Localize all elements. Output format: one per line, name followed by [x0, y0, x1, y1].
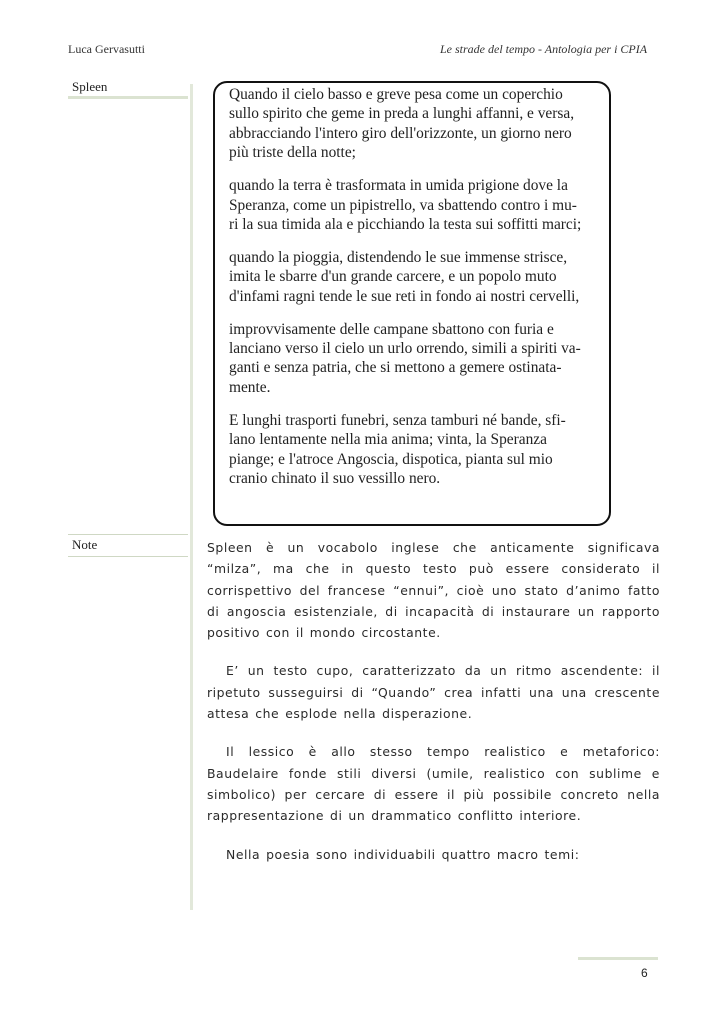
note-label-rule — [68, 556, 188, 557]
note-label-rule — [68, 534, 188, 535]
footer-rule — [578, 957, 658, 960]
poem-line: lano lentamente nella mia anima; vinta, la Speranza — [229, 431, 547, 449]
side-label-spleen: Spleen — [72, 79, 108, 94]
spleen-label-rule — [68, 96, 188, 99]
poem-line: d'infami ragni tende le sue reti in fondo ai nostri cervelli, — [229, 287, 580, 305]
poem-line: ri la sua timida ala e picchiando la testa sui soffitti marci; — [229, 215, 582, 233]
poem-line: mente. — [229, 378, 271, 396]
side-label-note: Note — [72, 537, 98, 552]
poem-text — [229, 85, 609, 502]
header-author: Luca Gervasutti — [68, 42, 145, 56]
stanza — [229, 176, 609, 234]
poem-line: più triste della notte; — [229, 144, 356, 162]
poem-line: improvvisamente delle campane sbattono con furia e — [229, 320, 554, 338]
note-paragraph: Nella poesia sono individuabili quattro macro temi: — [226, 846, 580, 862]
page-number: 6 — [641, 966, 648, 980]
header-book-title: Le strade del tempo - Antologia per i CPIA — [440, 42, 648, 56]
poem-line: Speranza, come un pipistrello, va sbattendo contro i mu- — [229, 196, 577, 214]
poem-line: Quando il cielo basso e greve pesa come un coperchio — [229, 86, 563, 103]
poem-line: quando la pioggia, distendendo le sue immense strisce, — [229, 248, 568, 266]
poem-line: E lunghi trasporti funebri, senza tamburi né bande, sfi- — [229, 411, 566, 429]
poem-line: sullo spirito che geme in preda a lunghi affanni, e versa, — [229, 105, 575, 123]
stanza — [229, 320, 609, 398]
poem-line: ganti e senza patria, che si mettono a gemere ostinata- — [229, 359, 562, 377]
stanza — [229, 411, 609, 489]
poem-line: imita le sbarre d'un grande carcere, e un popolo muto — [229, 268, 557, 286]
notes-text — [207, 537, 660, 882]
poem-line: lanciano verso il cielo un urlo orrendo, simili a spiriti va- — [229, 339, 581, 357]
margin-rule — [190, 84, 193, 910]
poem-line: quando la terra è trasformata in umida prigione dove la — [229, 177, 568, 195]
stanza — [229, 248, 609, 306]
poem-line: cranio chinato il suo vessillo nero. — [229, 469, 441, 487]
poem-line: abbracciando l'intero giro dell'orizzonte, un giorno nero — [229, 124, 572, 142]
note-paragraph: Spleen è un vocabolo inglese che anticamente significava “milza”, ma che in questo testo può essere considerato il corrispettivo del francese “ennui”, cioè uno stato d’animo fatto di angoscia esistenziale, di incapacità di instaurare un rapporto positivo con il mondo circostante. — [207, 540, 660, 641]
poem-line: piange; e l'atroce Angoscia, dispotica, pianta sul mio — [229, 450, 553, 468]
note-paragraph: E’ un testo cupo, caratterizzato da un ritmo ascendente: il ripetuto susseguirsi di “Quando” crea infatti una una crescente attesa che esplode nella disperazione. — [207, 663, 660, 722]
stanza — [229, 85, 609, 163]
note-paragraph: Il lessico è allo stesso tempo realistico e metaforico: Baudelaire fonde stili diversi (umile, realistico con sublime e simbolico) per cercare di essere il più possibile concreto nella rappresentazione di un drammatico conflitto interiore. — [207, 744, 660, 824]
